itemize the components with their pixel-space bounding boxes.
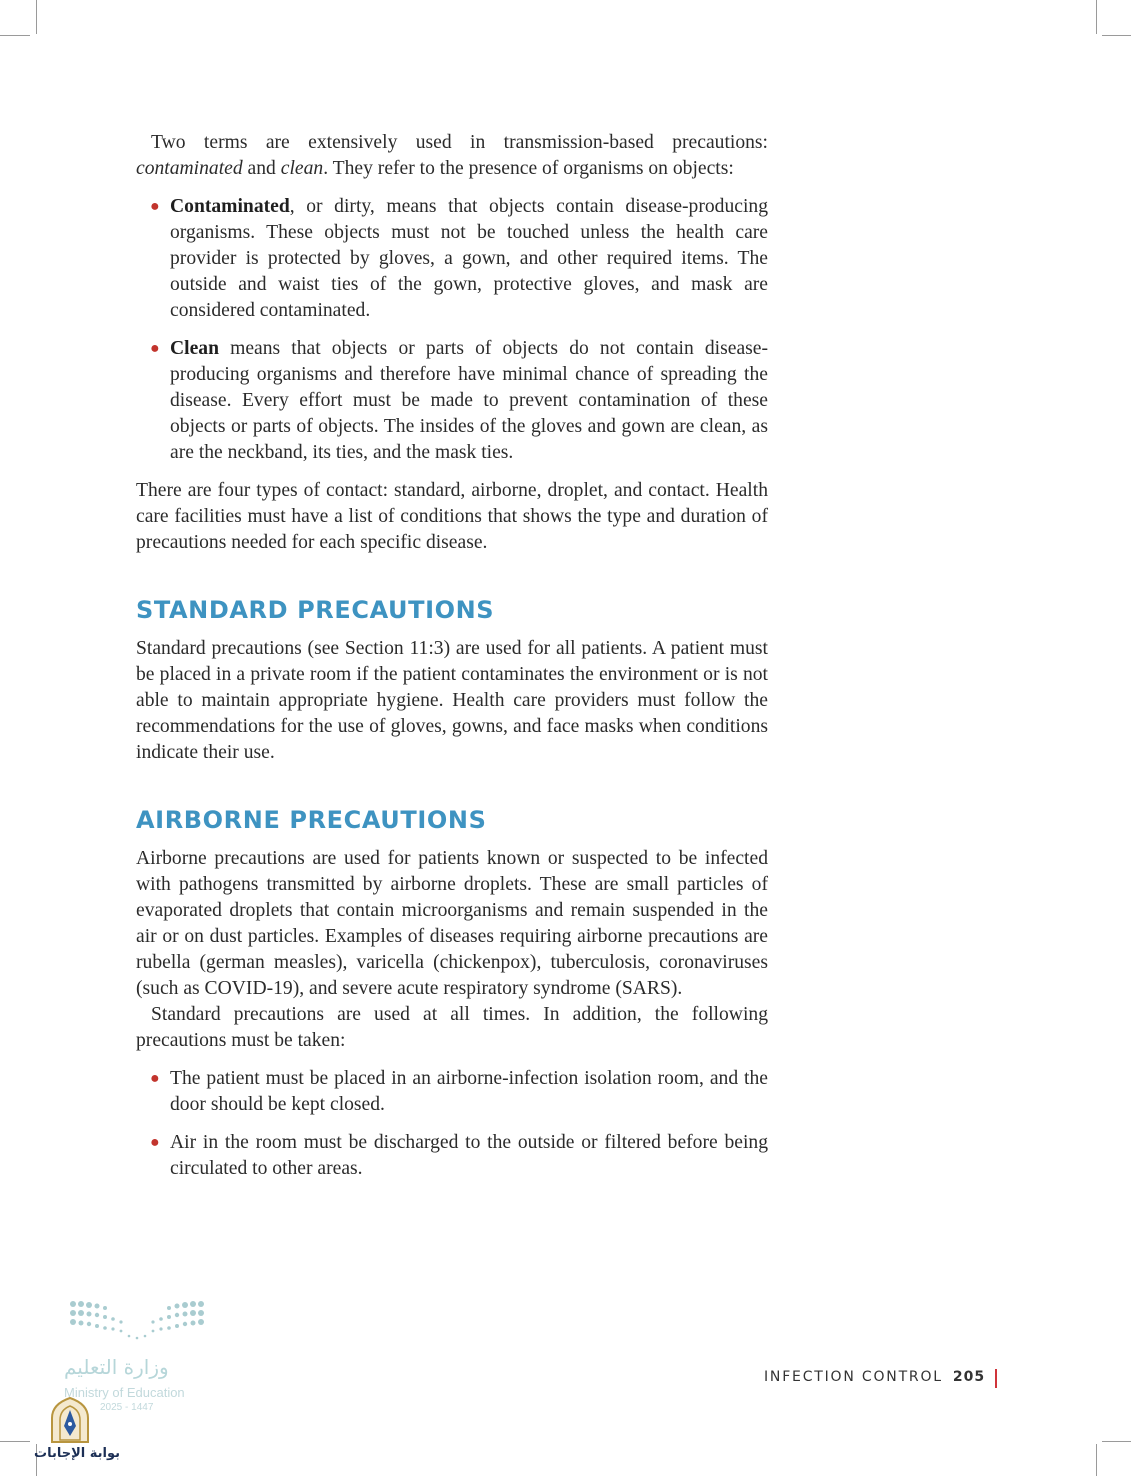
airborne-list (136, 1066, 768, 1182)
term-clean: clean (280, 158, 324, 179)
crop-mark (1096, 1444, 1097, 1476)
list-item (136, 1130, 768, 1182)
page-footer (764, 1369, 985, 1385)
bullet-text: The patient must be placed in an airborne-infection isolation room, and the door should be kept closed. (170, 1068, 768, 1115)
footer-accent-bar (995, 1369, 997, 1388)
page-body (136, 130, 768, 1194)
crop-mark (1096, 0, 1097, 34)
ministry-year: 2025 - 1447 (100, 1402, 154, 1413)
term-contaminated: contaminated (136, 158, 243, 179)
ministry-dots-logo-icon (62, 1298, 212, 1346)
standard-paragraph: Standard precautions (see Section 11:3) are used for all patients. A patient must be placed in a private room if the patient contaminates the environment or is not able to maintain appropriate hygiene. Health care providers must follow the recommendations for the use of gloves, gowns, and face masks when conditions indicate their use. (136, 638, 768, 763)
footer-section-title: INFECTION CONTROL (764, 1369, 943, 1385)
intro-text: Two terms are extensively used in transmission-based precautions: (151, 132, 768, 153)
bullet-text: Air in the room must be discharged to the outside or filtered before being circulated to other areas. (170, 1132, 768, 1179)
bullet-icon: ● (150, 1134, 160, 1151)
crop-mark (0, 35, 30, 36)
pen-nib-dome-icon (46, 1396, 94, 1444)
intro-text: and (242, 158, 281, 179)
contact-types-paragraph: There are four types of contact: standard, airborne, droplet, and contact. Health care facilities must have a list of conditions that shows the type and duration of precautions needed for each specific disease. (136, 480, 768, 553)
crop-mark (36, 0, 37, 34)
airborne-paragraph: Airborne precautions are used for patients known or suspected to be infected with pathogens transmitted by airborne droplets. These are small particles of evaporated droplets that contain microorganisms and remain suspended in the air or on dust particles. Examples of diseases requiring airborne precautions are rubella (german measles), varicella (chickenpox), tuberculosis, coronaviruses (such as COVID-19), and severe acute respiratory syndrome (SARS). (136, 848, 768, 999)
ministry-name-arabic: وزارة التعليم (64, 1355, 169, 1379)
list-item (136, 194, 768, 324)
section-heading-airborne: AIRBORNE PRECAUTIONS (136, 806, 487, 834)
crop-mark (1102, 35, 1131, 36)
bullet-term: Contaminated (170, 196, 290, 217)
bullet-text: means that objects or parts of objects do not contain disease-producing organisms and therefore have minimal chance of spreading the disease. Every effort must be made to prevent contamination of these objects or parts of objects. The insides of the gloves and gown are clean, as are the neckband, its ties, and the mask ties. (170, 338, 768, 463)
bullet-icon: ● (150, 1070, 160, 1087)
bullet-text: , or dirty, means that objects contain disease-producing organisms. These objects must not be touched unless the health care provider is protected by gloves, a gown, and other required items. The outside and waist ties of the gown, protective gloves, and mask are considered contaminated. (170, 196, 768, 321)
intro-paragraph (136, 130, 768, 182)
definition-list (136, 194, 768, 466)
watermark-label: بوابة الإجابات (34, 1446, 120, 1461)
bullet-term: Clean (170, 338, 219, 359)
crop-mark (1102, 1441, 1131, 1442)
bullet-icon: ● (150, 340, 160, 357)
airborne-paragraph-2: Standard precautions are used at all times. In addition, the following precautions must be taken: (136, 1004, 768, 1051)
bullet-icon: ● (150, 198, 160, 215)
ministry-name-english: Ministry of Education (64, 1385, 185, 1400)
section-heading-standard: STANDARD PRECAUTIONS (136, 596, 495, 624)
crop-mark (0, 1441, 30, 1442)
page-number: 205 (952, 1369, 986, 1385)
intro-text: . They refer to the presence of organisms on objects: (323, 158, 734, 179)
list-item (136, 336, 768, 466)
list-item (136, 1066, 768, 1118)
